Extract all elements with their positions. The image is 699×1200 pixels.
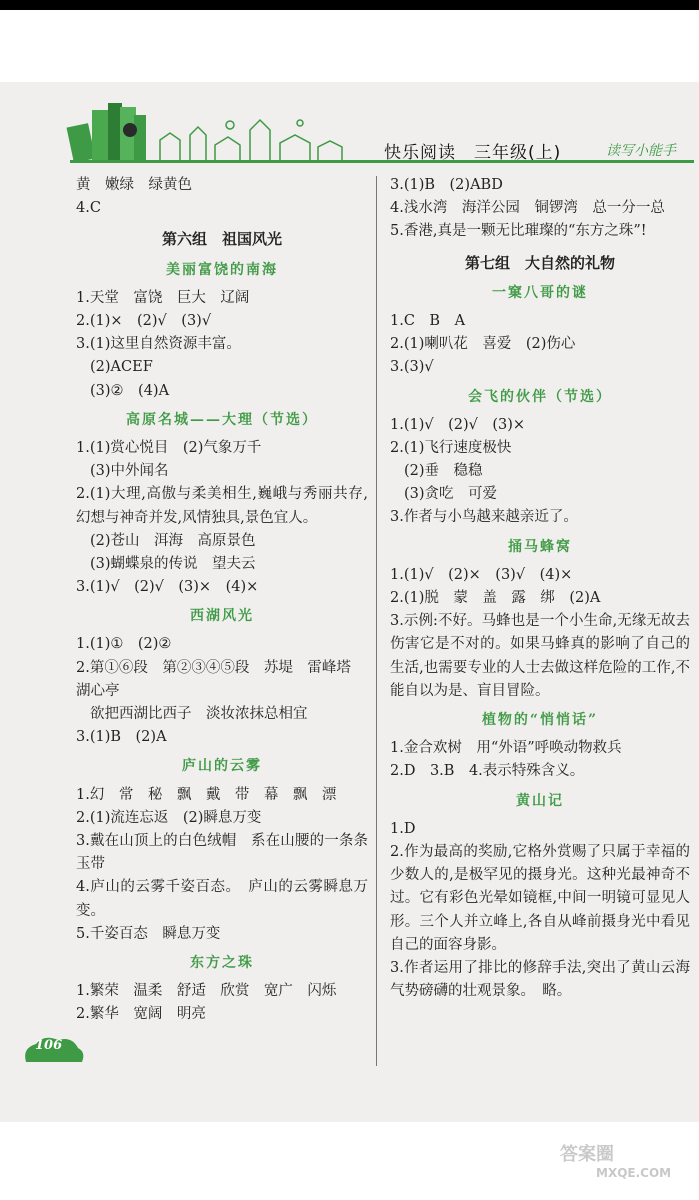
unit-heading: 第六组 祖国风光	[161, 230, 282, 249]
series-logo: 读写小能手	[606, 143, 676, 159]
answer-line: (2)苍山 洱海 高原景色	[90, 532, 256, 549]
answer-line: 3.作者与小鸟越来越亲近了。	[390, 509, 578, 526]
answer-line: 湖心亭	[76, 682, 120, 699]
answer-line: 1.天堂 富饶 巨大 辽阔	[76, 289, 250, 306]
answer-line: 1.(1)√ (2)× (3)√ (4)×	[390, 566, 573, 583]
header-decoration	[0, 95, 699, 170]
lesson-title: 西湖风光	[190, 608, 254, 625]
answer-line: 3.(1)这里自然资源丰富。	[76, 336, 241, 353]
lesson-title: 黄山记	[516, 792, 564, 809]
answer-line: 2.(1)喇叭花 喜爱 (2)伤心	[390, 336, 576, 353]
answer-line: 欲把西湖比西子 淡妆浓抹总相宜	[90, 706, 308, 723]
top-bar	[0, 0, 699, 10]
answer-line: 3.(1)√ (2)√ (3)× (4)×	[76, 579, 259, 596]
left-column	[76, 174, 368, 1027]
answer-line: 1.繁荣 温柔 舒适 欣赏 宽广 闪烁	[76, 983, 337, 1000]
answer-line: 5.千姿百态 瞬息万变	[76, 925, 221, 942]
answer-line: 1.(1)√ (2)√ (3)×	[390, 416, 526, 433]
book-title: 快乐阅读 三年级(上)	[384, 143, 562, 163]
lesson-title: 会飞的伙伴（节选）	[468, 388, 612, 405]
answer-line: 2.第①⑥段 第②③④⑤段 苏堤 雷峰塔	[76, 659, 351, 676]
answer-line: (2)垂 稳稳	[404, 463, 483, 480]
answer-line: 4.C	[76, 200, 101, 217]
town-skyline-icon	[160, 120, 342, 160]
watermark-url: MXQE.COM	[596, 1166, 672, 1180]
answer-line: (3)贪吃 可爱	[404, 486, 498, 503]
answer-line: (2)ACEF	[90, 359, 153, 376]
answer-line: 1.D	[390, 820, 416, 837]
answer-line: 4.浅水湾 海洋公园 铜锣湾 总一分一总	[390, 200, 665, 217]
lesson-title: 捅马蜂窝	[508, 538, 572, 555]
lesson-title: 高原名城——大理（节选）	[126, 411, 318, 428]
answer-line: 3.(1)B (2)A	[76, 729, 167, 746]
page-number: 106	[35, 1038, 63, 1053]
lesson-title: 一窠八哥的谜	[492, 284, 588, 301]
header-rule	[70, 160, 694, 163]
answer-line: 5.香港,真是一颗无比璀璨的“东方之珠”!	[390, 223, 647, 240]
unit-heading: 第七组 大自然的礼物	[464, 253, 615, 272]
answer-paragraph: 2.(1)大理,高傲与柔美相生,巍峨与秀丽共存,幻想与神奇并发,风情独具,景色宜人。	[76, 486, 368, 526]
answer-line: (3)蝴蝶泉的传说 望夫云	[90, 555, 256, 572]
answer-line: 3.(1)B (2)ABD	[390, 177, 503, 193]
answer-line: 1.幻 常 秘 飘 戴 带 幕 飘 漂	[76, 786, 337, 803]
answer-paragraph: 3.示例:不好。马蜂也是一个小生命,无缘无故去伤害它是不对的。如果马蜂真的影响了自己的生活,也需要专业的人士去做这样危险的工作,不能自以为是、盲目冒险。	[390, 613, 690, 699]
answer-line: 2.繁华 宽阔 明亮	[76, 1006, 206, 1023]
lesson-title: 庐山的云雾	[182, 758, 262, 775]
lesson-title: 东方之珠	[190, 954, 254, 971]
answer-line: 2.(1)脱 蒙 盖 露 绑 (2)A	[390, 590, 601, 607]
answer-line: 1.金合欢树 用“外语”呼唤动物救兵	[390, 740, 622, 757]
answer-paragraph: 2.作为最高的奖励,它格外赏赐了只属于幸福的少数人的,是极罕见的摄身光。这种光最神奇不过。它有彩色光晕如镜框,中间一明镜可显见人形。三个人并立峰上,各自从峰前摄身光中看见自己的面容身影。	[390, 844, 690, 953]
column-divider	[376, 176, 377, 1066]
answer-line: (3)中外闻名	[90, 463, 169, 480]
watermark-logo: 答案圈	[560, 1144, 614, 1165]
right-column	[390, 174, 690, 1003]
answer-paragraph: 4.庐山的云雾千姿百态。 庐山的云雾瞬息万变。	[76, 879, 368, 919]
answer-line: 2.(1)流连忘返 (2)瞬息万变	[76, 809, 262, 826]
answer-line: 1.(1)① (2)②	[76, 636, 172, 653]
answer-line: 1.C B A	[390, 312, 466, 329]
lesson-title: 美丽富饶的南海	[166, 261, 278, 278]
answer-paragraph: 3.作者运用了排比的修辞手法,突出了黄山云海气势磅礴的壮观景象。 略。	[390, 960, 690, 1000]
answer-line: 1.(1)赏心悦目 (2)气象万千	[76, 439, 262, 456]
answer-line: 黄 嫩绿 绿黄色	[76, 177, 192, 193]
lesson-title: 植物的“悄悄话”	[481, 712, 599, 729]
answer-line: 2.(1)飞行速度极快	[390, 439, 512, 456]
answer-line: 2.(1)× (2)√ (3)√	[76, 312, 212, 329]
answer-line: 2.D 3.B 4.表示特殊含义。	[390, 763, 585, 780]
answer-line: 3.(3)√	[390, 359, 434, 376]
answer-paragraph: 3.戴在山顶上的白色绒帽 系在山腰的一条条玉带	[76, 832, 368, 873]
answer-line: (3)② (4)A	[90, 382, 170, 399]
books-illustration-icon	[66, 103, 146, 163]
